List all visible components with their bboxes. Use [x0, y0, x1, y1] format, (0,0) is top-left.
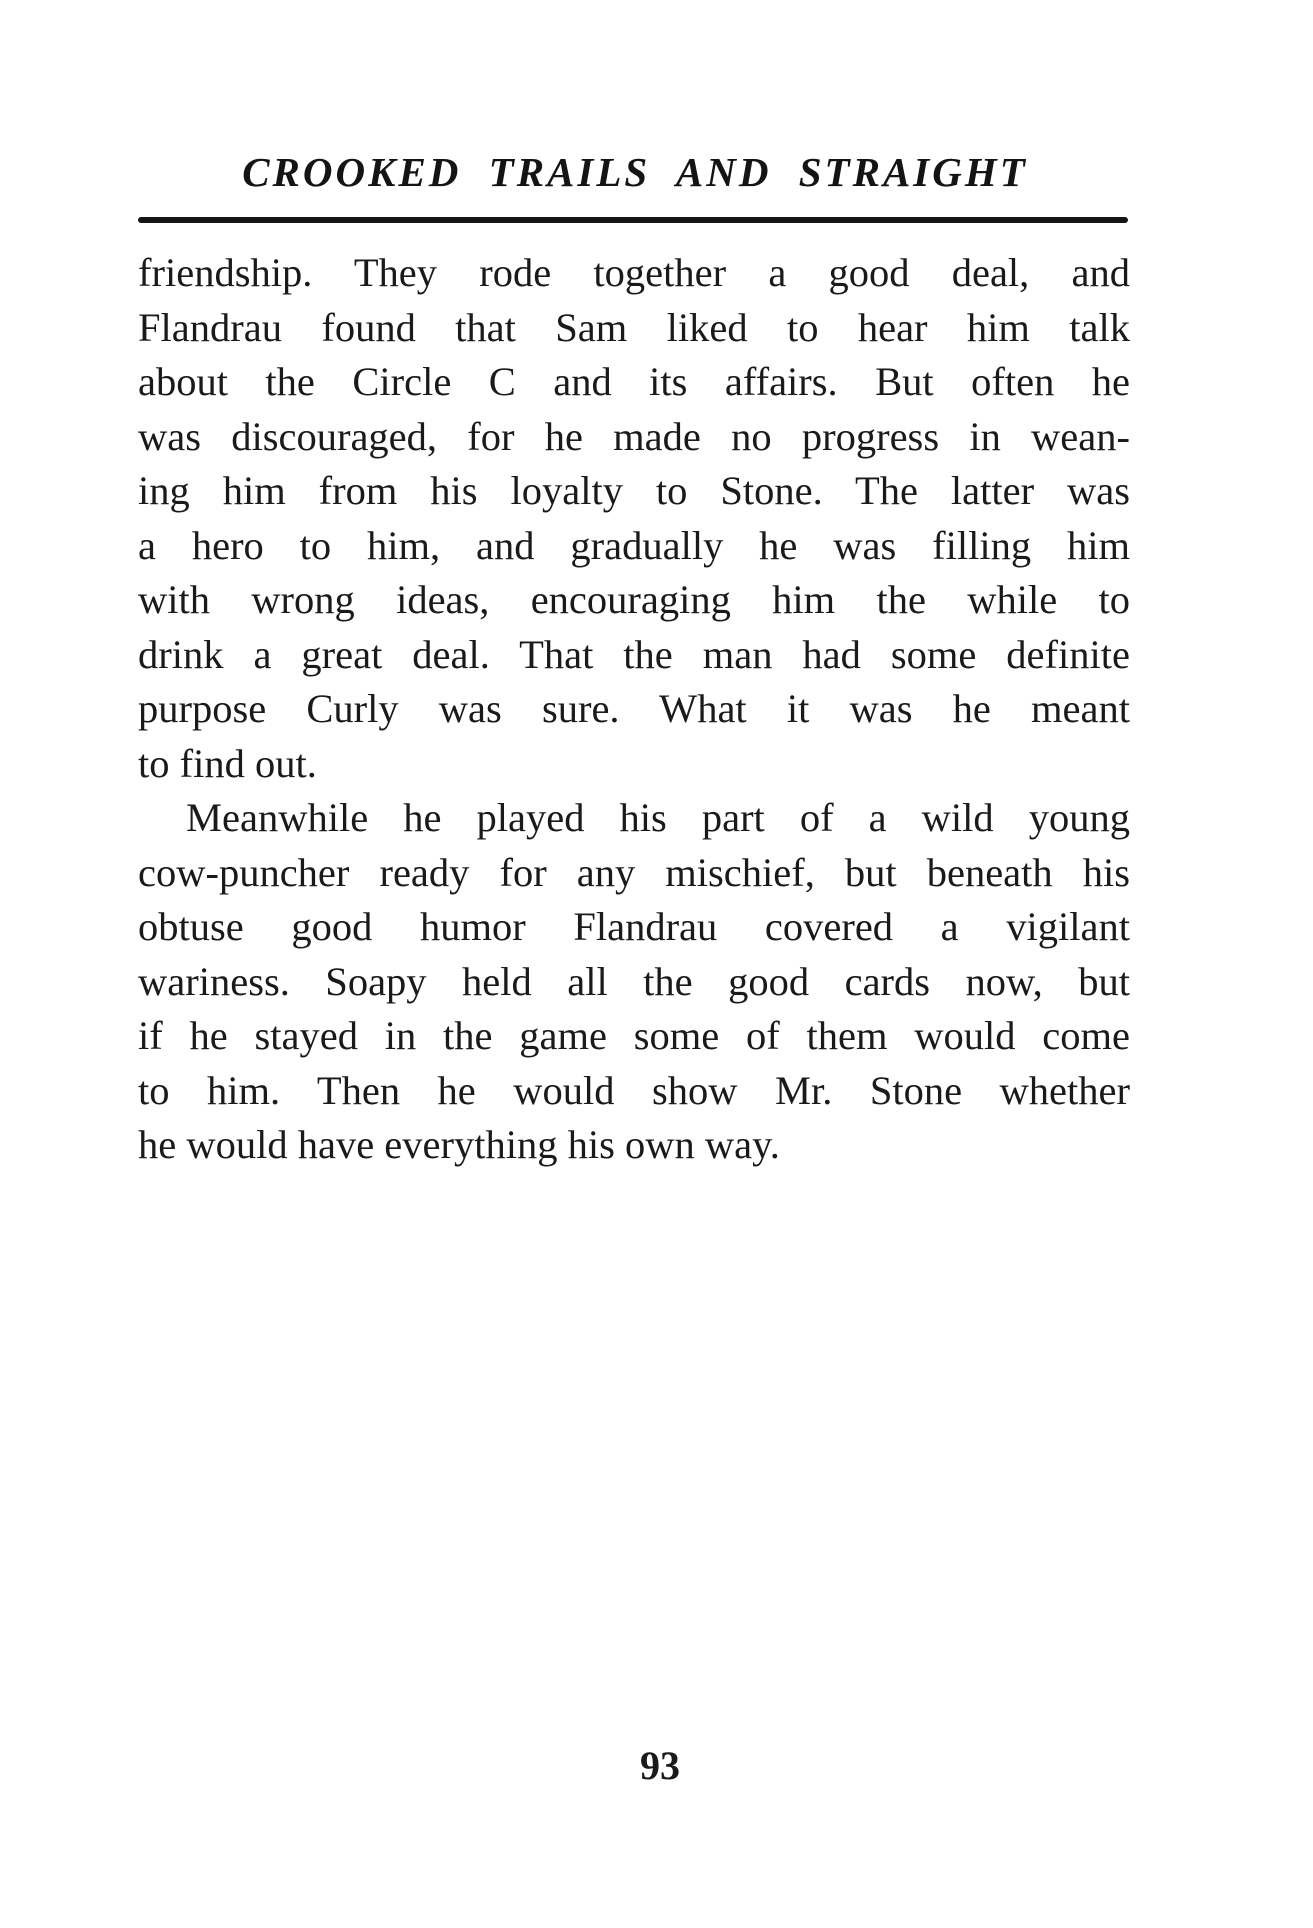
text-line: to find out. — [138, 740, 317, 786]
text-line: ing him from his loyalty to Stone. The latter was — [138, 468, 1130, 513]
header-rule — [138, 217, 1128, 223]
text-line: was discouraged, for he made no progress in wean- — [138, 413, 1130, 459]
text-line: purpose Curly was sure. What it was he meant — [138, 686, 1130, 731]
text-line: Meanwhile he played his part of a wild young — [186, 795, 1130, 840]
text-line: cow-puncher ready for any mischief, but beneath his — [138, 849, 1130, 895]
text-line: wariness. Soapy held all the good cards now, but — [138, 958, 1130, 1004]
text-line: Flandrau found that Sam liked to hear him talk — [138, 304, 1130, 350]
text-line: to him. Then he would show Mr. Stone whether — [138, 1067, 1130, 1113]
body-text — [138, 246, 1130, 1173]
text-line: a hero to him, and gradually he was filling him — [138, 522, 1130, 568]
text-line: about the Circle C and its affairs. But often he — [138, 359, 1130, 404]
running-head: CROOKED TRAILS AND STRAIGHT — [242, 149, 1028, 195]
page-number: 93 — [640, 1743, 680, 1788]
text-line: he would have everything his own way. — [138, 1122, 780, 1167]
text-line: with wrong ideas, encouraging him the while to — [138, 577, 1130, 622]
text-line: friendship. They rode together a good deal, and — [138, 250, 1130, 295]
text-line: drink a great deal. That the man had some definite — [138, 631, 1130, 677]
text-line: if he stayed in the game some of them would come — [138, 1013, 1130, 1058]
paragraph-2 — [138, 791, 1130, 1173]
text-line: obtuse good humor Flandrau covered a vigilant — [138, 904, 1130, 949]
paragraph-1 — [138, 246, 1130, 791]
